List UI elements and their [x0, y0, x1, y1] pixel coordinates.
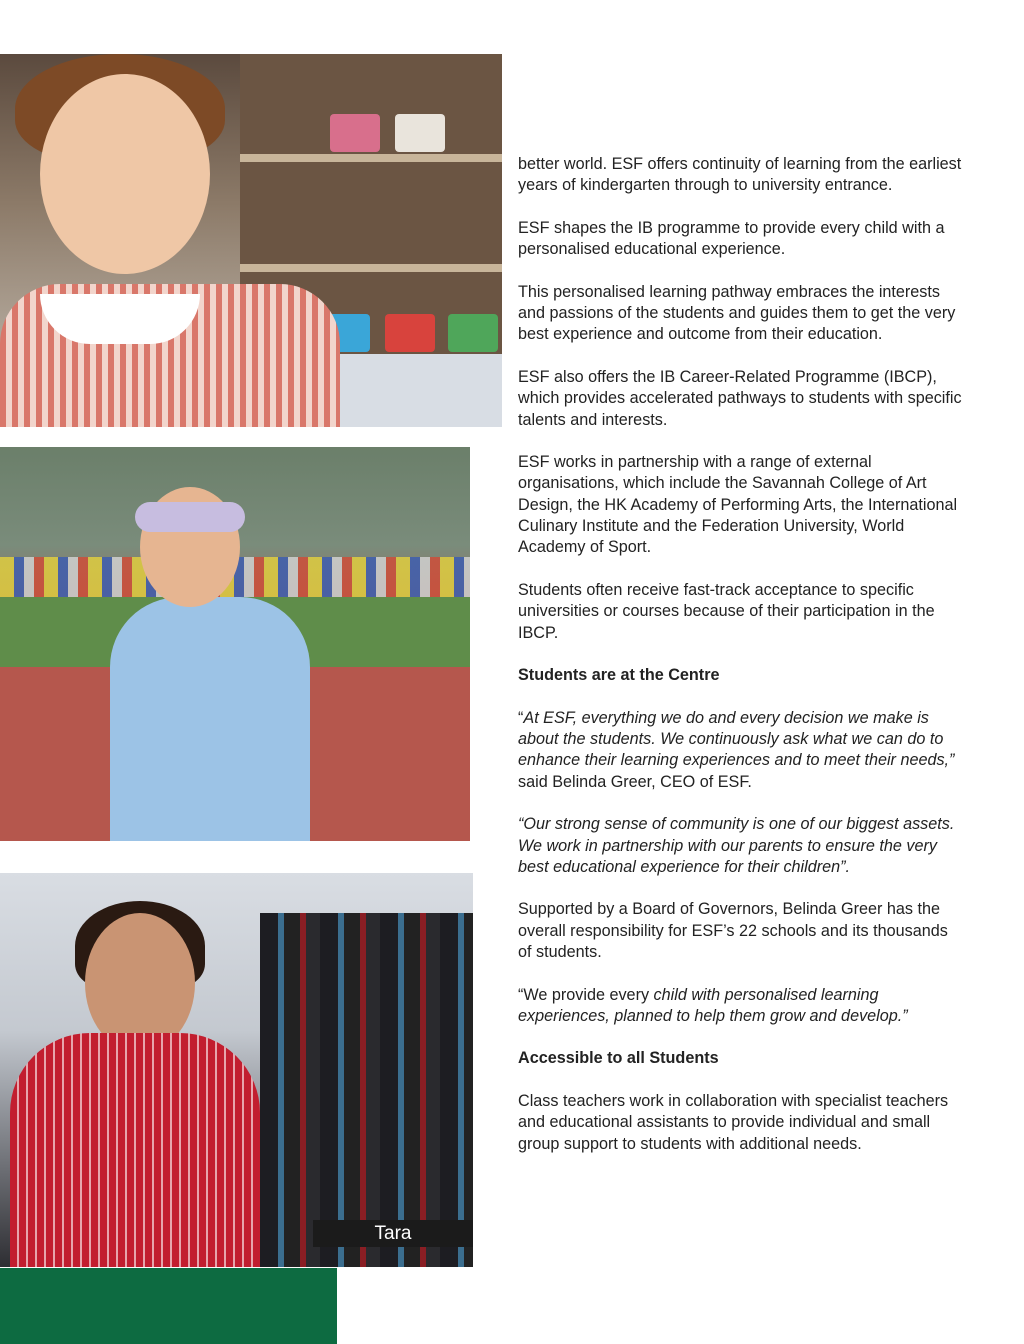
paragraph: ESF shapes the IB programme to provide every child with a personalised educational experience. — [518, 218, 945, 259]
quote-attribution: said Belinda Greer, CEO of ESF. — [518, 772, 752, 791]
paragraph: This personalised learning pathway embraces the interests and passions of the students and guides them to get the very best experience and outcome from their education. — [518, 282, 956, 344]
bookshelf — [260, 913, 473, 1267]
article-body — [518, 154, 964, 1176]
quote-paragraph — [518, 985, 964, 1028]
storage-bin — [448, 314, 498, 352]
section-heading: Students are at the Centre — [518, 666, 720, 685]
photo-boy-running — [0, 447, 470, 841]
quote-text: child with personalised learning experiences, planned to help them grow and develop.” — [518, 985, 908, 1025]
storage-bin — [330, 114, 380, 152]
paragraph: Class teachers work in collaboration with specialist teachers and educational assistants to provide individual and small group support to students with additional needs. — [518, 1092, 949, 1153]
photo-girl-at-desk — [0, 54, 502, 427]
paragraph: ESF also offers the IB Career-Related Programme (IBCP), which provides accelerated pathways to students with specific talents and interests. — [518, 367, 962, 429]
storage-bin — [395, 114, 445, 152]
paragraph: better world. ESF offers continuity of learning from the earliest years of kindergarten through to university entrance. — [518, 155, 962, 195]
quote-paragraph — [518, 814, 964, 878]
photo-caption: Tara — [313, 1220, 473, 1247]
storage-bin — [385, 314, 435, 352]
quote-text-plain: “We provide every — [518, 985, 654, 1004]
runner-shirt — [110, 597, 310, 841]
collar — [40, 294, 200, 344]
face — [40, 74, 210, 274]
quote-text: At ESF, everything we do and every decision we make is about the students. We continuously ask what we can do to enhance their learning experiences and to meet their needs,” — [518, 708, 955, 770]
quote-mark: “ — [518, 708, 524, 727]
quote-paragraph — [518, 708, 964, 793]
striped-shirt — [10, 1033, 260, 1267]
headband — [135, 502, 245, 532]
paragraph: Supported by a Board of Governors, Belinda Greer has the overall responsibility for ESF’s 22 schools and its thousands of students. — [518, 900, 948, 961]
green-accent-block — [0, 1268, 337, 1344]
shelf-plank — [240, 154, 502, 162]
shelf-plank — [240, 264, 502, 272]
quote-text: “Our strong sense of community is one of our biggest assets. We work in partnership with our parents to ensure the very best educational experience for their children”. — [518, 815, 955, 876]
face — [85, 913, 195, 1053]
paragraph: Students often receive fast-track acceptance to specific universities or courses because of their participation in the IBCP. — [518, 580, 935, 642]
section-heading: Accessible to all Students — [518, 1049, 719, 1068]
paragraph: ESF works in partnership with a range of external organisations, which include the Savannah College of Art Design, the HK Academy of Performing Arts, the International Culinary Institute and the Federation University, World Academy of Sport. — [518, 453, 958, 557]
photo-girl-in-library — [0, 873, 473, 1267]
